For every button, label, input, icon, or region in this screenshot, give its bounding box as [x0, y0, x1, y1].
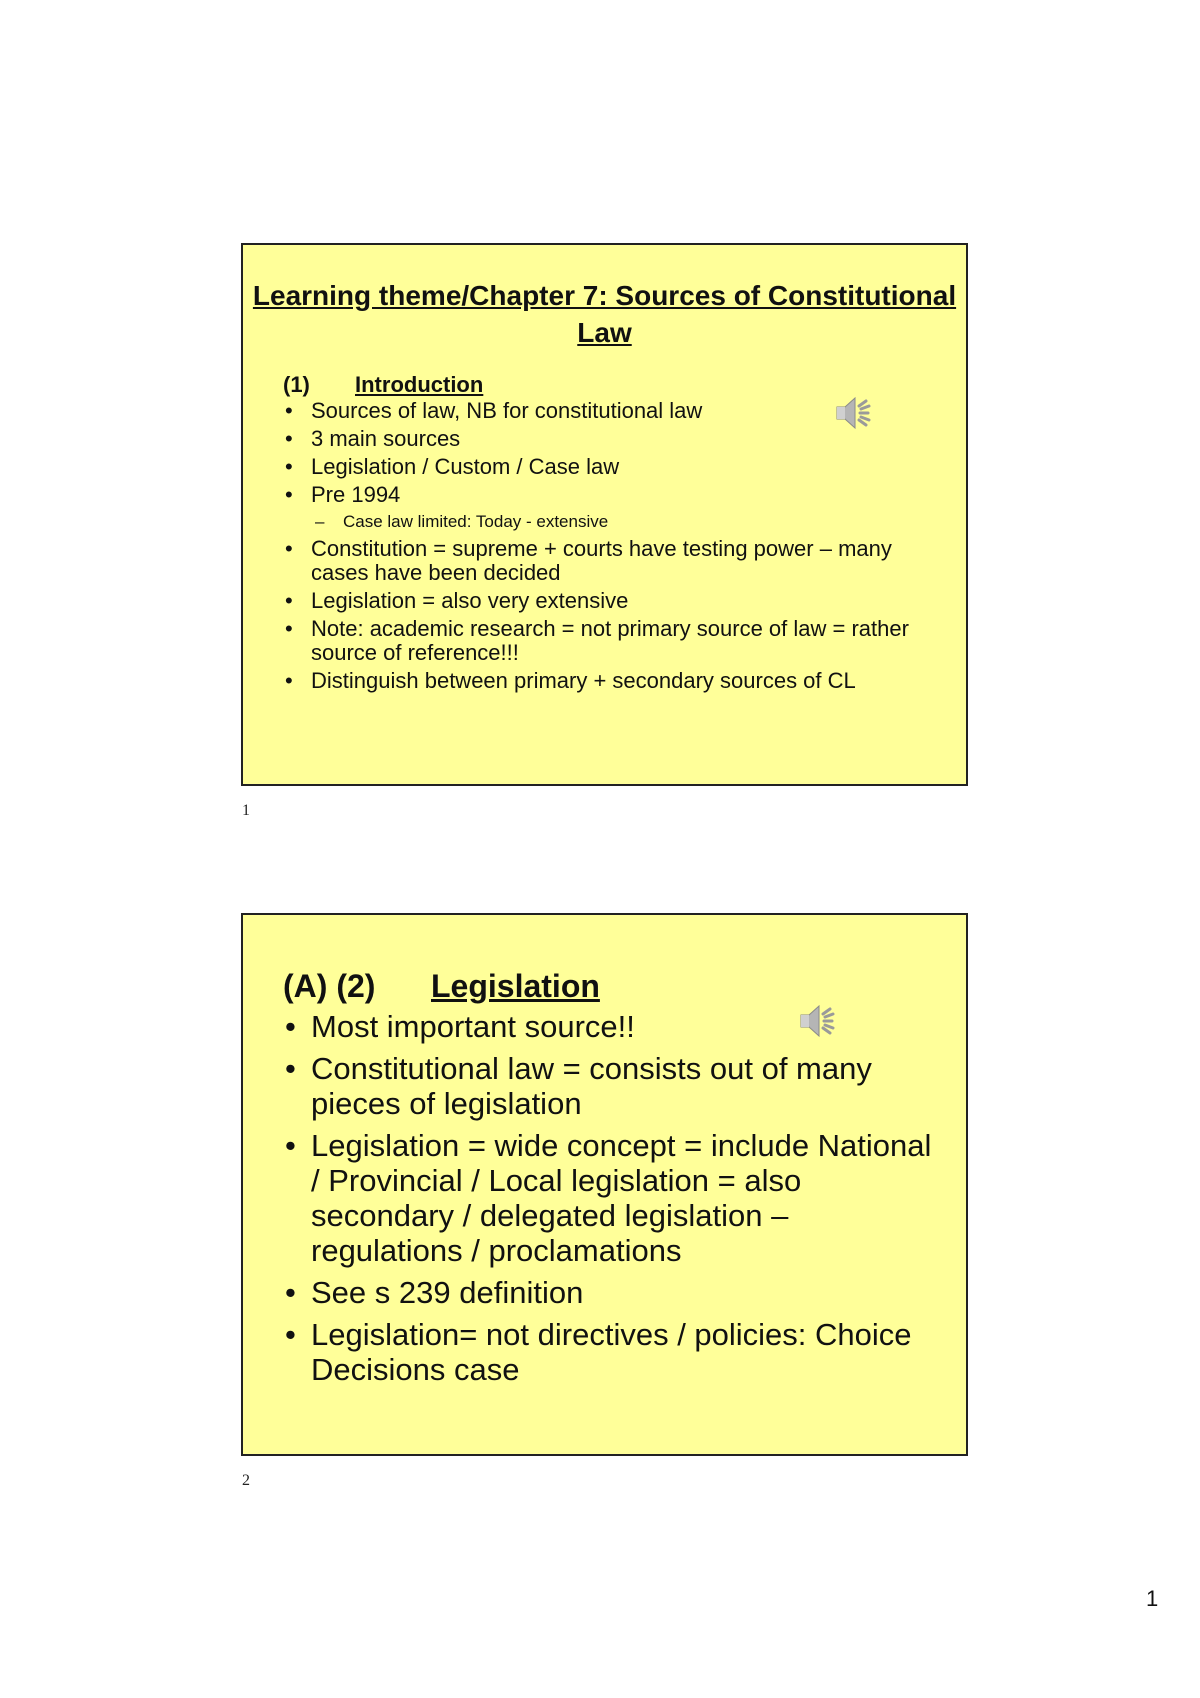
sub-list-item: – Case law limited: Today - extensive: [283, 511, 943, 533]
slide-1: [241, 243, 968, 786]
list-item: • Constitution = supreme + courts have testing power – many cases have been decided: [283, 537, 943, 585]
list-item: • Note: academic research = not primary source of law = rather source of reference!!!: [283, 617, 943, 665]
slide-number: 2: [242, 1472, 250, 1489]
section-heading: [283, 967, 600, 1005]
slide-number: 1: [242, 802, 250, 819]
list-item: • Constitutional law = consists out of many pieces of legislation: [283, 1051, 943, 1121]
bullet-list: [283, 1009, 943, 1394]
section-heading: [283, 372, 483, 398]
speaker-icon[interactable]: [833, 391, 877, 435]
list-item: • Legislation / Custom / Case law: [283, 455, 943, 479]
list-item: • Most important source!!: [283, 1009, 943, 1044]
section-number: (1): [283, 372, 310, 397]
section-number: (A) (2): [283, 968, 376, 1004]
list-item: • Pre 1994: [283, 483, 943, 507]
list-item: • Sources of law, NB for constitutional law: [283, 399, 943, 423]
list-item: • Distinguish between primary + secondary sources of CL: [283, 669, 943, 693]
page-number: 1: [1146, 1586, 1159, 1611]
list-item: • Legislation = wide concept = include National / Provincial / Local legislation = also secondary / delegated legislation – regulations / proclamations: [283, 1128, 943, 1268]
section-title: Introduction: [355, 372, 484, 397]
list-item: • Legislation= not directives / policies: Choice Decisions case: [283, 1317, 943, 1387]
slide-2: [241, 913, 968, 1456]
list-item: • 3 main sources: [283, 427, 943, 451]
bullet-list: [283, 399, 943, 697]
list-item: • See s 239 definition: [283, 1275, 943, 1310]
section-title: Legislation: [431, 968, 600, 1004]
speaker-icon[interactable]: [797, 999, 841, 1043]
slide-title: Learning theme/Chapter 7: Sources of Constitutional Law: [252, 280, 957, 348]
list-item: • Legislation = also very extensive: [283, 589, 943, 613]
